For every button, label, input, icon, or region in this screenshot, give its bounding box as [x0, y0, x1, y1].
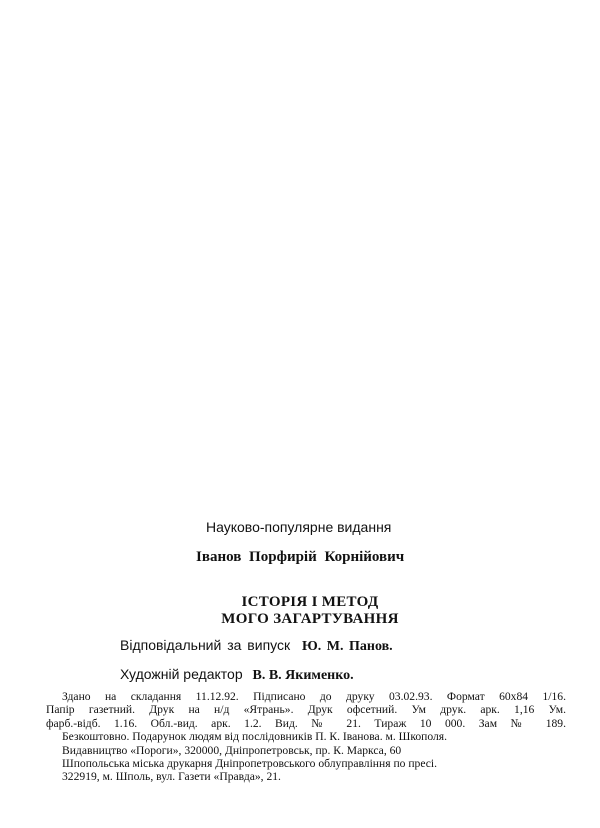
- responsible-person: Ю. М. Панов.: [302, 639, 393, 654]
- book-title: [200, 594, 420, 628]
- imprint-line: 322919, м. Шполь, вул. Газети «Правда», 21.: [62, 770, 281, 784]
- book-title-line-1: ІСТОРІЯ І МЕТОД: [241, 594, 379, 610]
- imprint-line: Здано на складання 11.12.92. Підписано до друку 03.02.93. Формат 60х84 1/16.: [62, 690, 566, 703]
- author-name: Іванов Порфирій Корнійович: [196, 549, 405, 565]
- imprint-line: Безкоштовно. Подарунок людям від послідовників П. К. Іванова. м. Шкополя.: [62, 730, 448, 744]
- art-editor-person: В. В. Якименко.: [252, 668, 354, 683]
- edition-type: Науково-популярне видання: [206, 519, 392, 535]
- imprint-line: Шпопольська міська друкарня Дніпропетровського облуправління по пресі.: [62, 757, 438, 771]
- art-editor-label: Художній редактор: [120, 666, 243, 682]
- art-editor: [120, 666, 354, 684]
- responsible-editor: [120, 637, 393, 655]
- imprint-line: фарб.-відб. 1.16. Обл.-вид. арк. 1.2. Вид. № 21. Тираж 10 000. Зам № 189.: [46, 716, 566, 730]
- imprint-line: Видавництво «Пороги», 320000, Дніпропетровськ, пр. К. Маркса, 60: [62, 743, 402, 757]
- imprint-block: [46, 690, 566, 784]
- book-title-line-2: МОГО ЗАГАРТУВАННЯ: [221, 611, 399, 627]
- imprint-line: Папір газетний. Друк на н/д «Ятрань». Друк офсетний. Ум друк. арк. 1,16 Ум.: [46, 703, 566, 717]
- responsible-label: Відповідальний за випуск: [120, 637, 291, 653]
